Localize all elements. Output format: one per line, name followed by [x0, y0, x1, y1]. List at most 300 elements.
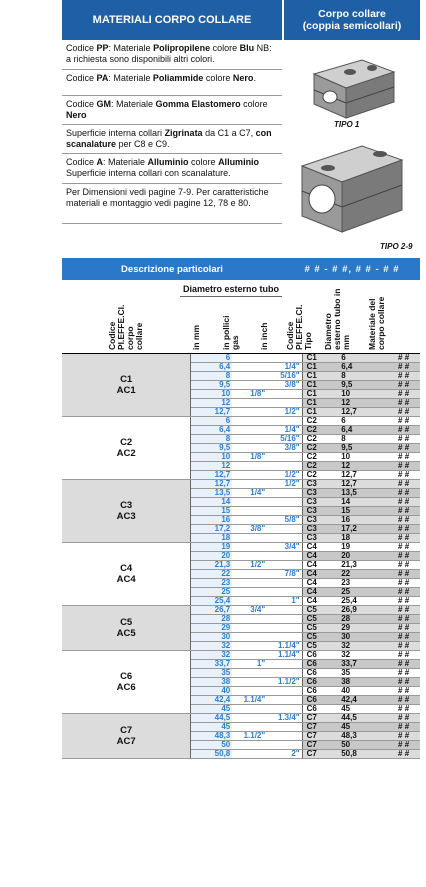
cell-material: # #: [387, 525, 420, 534]
cell-gas: [232, 687, 267, 696]
collar-code-cell: [62, 543, 191, 606]
cell-diameter-mm: 8: [339, 435, 387, 444]
cell-material: # #: [387, 642, 420, 651]
description-emphasis: Alluminio: [218, 157, 260, 167]
cell-diameter-mm: 10: [339, 453, 387, 462]
table-row: [62, 606, 420, 615]
cell-mm: 6: [191, 417, 232, 426]
aluminium-collar-code: AC7: [116, 736, 136, 747]
cell-material: # #: [387, 696, 420, 705]
collar-code-cell: [62, 417, 191, 480]
cell-mm: 23: [191, 579, 232, 588]
material-description: [62, 184, 282, 224]
cell-inch: 1.1/4": [267, 642, 302, 651]
cell-gas: 1.1/4": [232, 696, 267, 705]
collar-group: [62, 480, 420, 543]
cell-tipo: C3: [302, 498, 339, 507]
cell-material: # #: [387, 399, 420, 408]
cell-tipo: C1: [302, 390, 339, 399]
cell-mm: 18: [191, 534, 232, 543]
description-text: colore: [210, 43, 240, 53]
cell-diameter-mm: 12,7: [339, 408, 387, 417]
collar-code: C5: [120, 617, 133, 628]
cell-gas: [232, 750, 267, 759]
cell-tipo: C1: [302, 372, 339, 381]
cell-gas: [232, 579, 267, 588]
materials-header: [62, 0, 282, 40]
cell-diameter-mm: 18: [339, 534, 387, 543]
cell-inch: 1.1/2": [267, 678, 302, 687]
cell-inch: 1/2": [267, 471, 302, 480]
cell-material: # #: [387, 498, 420, 507]
cell-diameter-mm: 15: [339, 507, 387, 516]
cell-gas: [232, 462, 267, 471]
col-head-material: Materiale del corpo collare: [367, 296, 386, 350]
cell-mm: 50: [191, 741, 232, 750]
cell-inch: [267, 660, 302, 669]
cell-material: # #: [387, 363, 420, 372]
table-column-headers: [62, 280, 420, 354]
cell-inch: [267, 588, 302, 597]
cell-gas: [232, 498, 267, 507]
cell-tipo: C4: [302, 588, 339, 597]
cell-mm: 6,4: [191, 363, 232, 372]
collar-code-cell: [62, 606, 191, 651]
cell-gas: [232, 570, 267, 579]
cell-gas: [232, 399, 267, 408]
aluminium-collar-code: AC1: [116, 385, 136, 396]
cell-material: # #: [387, 507, 420, 516]
description-text: Codice: [66, 157, 97, 167]
cell-material: # #: [387, 588, 420, 597]
col-head-mm: in mm: [191, 324, 201, 350]
description-text: .: [253, 73, 256, 83]
description-text: Superficie interna collari: [66, 128, 165, 138]
cell-tipo: C6: [302, 660, 339, 669]
cell-tipo: C6: [302, 696, 339, 705]
cell-gas: [232, 381, 267, 390]
catalog-page: [62, 0, 420, 887]
description-text: colore: [188, 157, 219, 167]
cell-inch: 1/4": [267, 363, 302, 372]
cell-diameter-mm: 30: [339, 633, 387, 642]
cell-inch: [267, 417, 302, 426]
cell-mm: 21,3: [191, 561, 232, 570]
cell-diameter-mm: 25: [339, 588, 387, 597]
table-row: [62, 480, 420, 489]
cell-gas: 3/8": [232, 525, 267, 534]
cell-tipo: C3: [302, 507, 339, 516]
cell-mm: 25: [191, 588, 232, 597]
cell-inch: 3/4": [267, 543, 302, 552]
description-emphasis: Alluminio: [147, 157, 189, 167]
tipo1-picture: [284, 46, 420, 128]
cell-mm: 12,7: [191, 408, 232, 417]
cell-inch: 2": [267, 750, 302, 759]
description-text: Superficie interna collari con scanalature.: [66, 168, 231, 178]
cell-mm: 50,8: [191, 750, 232, 759]
cell-inch: [267, 462, 302, 471]
cell-mm: 42,4: [191, 696, 232, 705]
cell-material: # #: [387, 417, 420, 426]
cell-diameter-mm: 22: [339, 570, 387, 579]
cell-diameter-mm: 20: [339, 552, 387, 561]
cell-mm: 16: [191, 516, 232, 525]
cell-diameter-mm: 35: [339, 669, 387, 678]
cell-inch: [267, 579, 302, 588]
cell-diameter-mm: 12: [339, 399, 387, 408]
cell-tipo: C3: [302, 516, 339, 525]
cell-diameter-mm: 42,4: [339, 696, 387, 705]
cell-gas: [232, 543, 267, 552]
cell-tipo: C3: [302, 480, 339, 489]
cell-gas: [232, 651, 267, 660]
cell-tipo: C2: [302, 444, 339, 453]
cell-inch: [267, 606, 302, 615]
description-emphasis: A: [96, 157, 104, 167]
cell-diameter-mm: 40: [339, 687, 387, 696]
cell-inch: [267, 507, 302, 516]
cell-inch: 1": [267, 597, 302, 606]
cell-diameter-mm: 10: [339, 390, 387, 399]
cell-diameter-mm: 6: [339, 354, 387, 363]
collar-code: C4: [120, 563, 133, 574]
col-head-gas: in pollici gas: [221, 315, 240, 350]
material-description: [62, 154, 282, 184]
cell-gas: [232, 417, 267, 426]
cell-mm: 13,5: [191, 489, 232, 498]
col-head-tipo: Codice PI.EFFE.CI. Tipo: [285, 304, 313, 350]
cell-material: # #: [387, 426, 420, 435]
description-text: per C8 e C9.: [116, 139, 170, 149]
cell-gas: [232, 597, 267, 606]
tipo2-label: TIPO 2-9: [380, 242, 413, 251]
cell-gas: [232, 426, 267, 435]
cell-tipo: C5: [302, 633, 339, 642]
col-head-code: Codice PI.EFFE.CI. corpo collare: [107, 304, 144, 350]
cell-material: # #: [387, 615, 420, 624]
aluminium-collar-code: AC3: [116, 511, 136, 522]
cell-gas: [232, 534, 267, 543]
description-text: Per Dimensioni vedi pagine 7-9. Per caratteristiche materiali e montaggio vedi pagine 12, 78 e 80.: [66, 187, 269, 208]
cell-inch: [267, 624, 302, 633]
description-text: NB: a richiesta sono disponibili altri colori.: [66, 43, 272, 64]
cell-inch: [267, 453, 302, 462]
col-head-diameter-group: Diametro esterno tubo: [180, 284, 282, 297]
cell-gas: [232, 633, 267, 642]
cell-gas: [232, 678, 267, 687]
body-header: [284, 0, 420, 40]
cell-mm: 8: [191, 372, 232, 381]
description-emphasis: GM: [96, 99, 112, 109]
cell-diameter-mm: 50,8: [339, 750, 387, 759]
cell-tipo: C3: [302, 534, 339, 543]
cell-inch: [267, 741, 302, 750]
cell-mm: 14: [191, 498, 232, 507]
cell-tipo: C5: [302, 615, 339, 624]
cell-inch: [267, 732, 302, 741]
cell-mm: 6,4: [191, 426, 232, 435]
description-emphasis: Gomma Elastomero: [155, 99, 241, 109]
cell-mm: 35: [191, 669, 232, 678]
cell-tipo: C5: [302, 642, 339, 651]
cell-diameter-mm: 44,5: [339, 714, 387, 723]
description-text: : Materiale: [111, 99, 156, 109]
cell-inch: [267, 390, 302, 399]
cell-material: # #: [387, 561, 420, 570]
description-text: colore: [240, 99, 268, 109]
collar-group: [62, 714, 420, 759]
cell-tipo: C5: [302, 606, 339, 615]
cell-tipo: C7: [302, 723, 339, 732]
cell-mm: 12: [191, 399, 232, 408]
cell-inch: 1/2": [267, 480, 302, 489]
cell-material: # #: [387, 705, 420, 714]
aluminium-collar-code: AC5: [116, 628, 136, 639]
table-row: [62, 543, 420, 552]
cell-tipo: C2: [302, 435, 339, 444]
table-row: [62, 354, 420, 363]
cell-mm: 33,7: [191, 660, 232, 669]
cell-gas: 1": [232, 660, 267, 669]
cell-material: # #: [387, 444, 420, 453]
material-description: [62, 125, 282, 154]
collar-group: [62, 417, 420, 480]
tipo1-label: TIPO 1: [334, 120, 360, 129]
cell-tipo: C7: [302, 750, 339, 759]
aluminium-collar-code: AC2: [116, 448, 136, 459]
material-description: [62, 40, 282, 70]
cell-gas: [232, 669, 267, 678]
cell-inch: 1/2": [267, 408, 302, 417]
cell-material: # #: [387, 543, 420, 552]
table-row: [62, 417, 420, 426]
cell-inch: [267, 534, 302, 543]
cell-inch: 3/8": [267, 444, 302, 453]
cell-inch: 3/8": [267, 381, 302, 390]
collar-code: C7: [120, 725, 133, 736]
cell-tipo: C4: [302, 543, 339, 552]
cell-gas: [232, 615, 267, 624]
collar-code-cell: [62, 714, 191, 759]
description-text: : Materiale: [103, 157, 148, 167]
particulars-table: [62, 354, 420, 759]
cell-gas: [232, 507, 267, 516]
cell-tipo: C6: [302, 687, 339, 696]
description-emphasis: Nero: [232, 73, 254, 83]
cell-mm: 8: [191, 435, 232, 444]
cell-diameter-mm: 45: [339, 723, 387, 732]
cell-inch: 1.1/4": [267, 651, 302, 660]
description-emphasis: PP: [96, 43, 109, 53]
cell-diameter-mm: 25,4: [339, 597, 387, 606]
cell-material: # #: [387, 570, 420, 579]
description-text: : Materiale: [108, 73, 153, 83]
cell-diameter-mm: 26,9: [339, 606, 387, 615]
cell-material: # #: [387, 516, 420, 525]
cell-material: # #: [387, 579, 420, 588]
cell-mm: 45: [191, 705, 232, 714]
cell-material: # #: [387, 660, 420, 669]
table-row: [62, 714, 420, 723]
cell-tipo: C7: [302, 741, 339, 750]
cell-gas: 3/4": [232, 606, 267, 615]
materials-section: [62, 0, 420, 258]
cell-material: # #: [387, 471, 420, 480]
cell-diameter-mm: 33,7: [339, 660, 387, 669]
cell-tipo: C4: [302, 570, 339, 579]
cell-mm: 45: [191, 723, 232, 732]
cell-gas: 1/8": [232, 390, 267, 399]
cell-diameter-mm: 14: [339, 498, 387, 507]
cell-material: # #: [387, 687, 420, 696]
cell-inch: [267, 525, 302, 534]
cell-diameter-mm: 23: [339, 579, 387, 588]
cell-tipo: C4: [302, 579, 339, 588]
cell-tipo: C1: [302, 354, 339, 363]
cell-inch: [267, 354, 302, 363]
collar-code: C3: [120, 500, 133, 511]
cell-inch: [267, 489, 302, 498]
cell-mm: 25,4: [191, 597, 232, 606]
cell-gas: [232, 705, 267, 714]
description-text: Codice: [66, 73, 97, 83]
cell-mm: 9,5: [191, 444, 232, 453]
cell-tipo: C6: [302, 705, 339, 714]
cell-tipo: C4: [302, 561, 339, 570]
cell-diameter-mm: 6,4: [339, 426, 387, 435]
cell-tipo: C1: [302, 399, 339, 408]
cell-mm: 28: [191, 615, 232, 624]
cell-inch: [267, 696, 302, 705]
cell-diameter-mm: 8: [339, 372, 387, 381]
cell-diameter-mm: 12,7: [339, 480, 387, 489]
cell-tipo: C3: [302, 525, 339, 534]
description-emphasis: Nero: [66, 110, 87, 120]
collar-code-cell: [62, 651, 191, 714]
cell-material: # #: [387, 390, 420, 399]
description-emphasis: Blu: [239, 43, 255, 53]
cell-mm: 12,7: [191, 471, 232, 480]
cell-gas: [232, 714, 267, 723]
body-title-line1: Corpo collare: [318, 8, 386, 20]
cell-inch: [267, 723, 302, 732]
cell-diameter-mm: 12,7: [339, 471, 387, 480]
cell-tipo: C4: [302, 597, 339, 606]
clamp-tipo2-illustration: [284, 136, 420, 244]
cell-inch: [267, 561, 302, 570]
cell-inch: [267, 615, 302, 624]
cell-material: # #: [387, 597, 420, 606]
cell-diameter-mm: 13,5: [339, 489, 387, 498]
cell-tipo: C5: [302, 624, 339, 633]
cell-diameter-mm: 32: [339, 651, 387, 660]
cell-inch: [267, 687, 302, 696]
cell-tipo: C6: [302, 651, 339, 660]
cell-material: # #: [387, 435, 420, 444]
cell-diameter-mm: 19: [339, 543, 387, 552]
col-head-inch: in inch: [259, 322, 269, 350]
cell-gas: [232, 408, 267, 417]
details-band-left: Descrizione particolari: [121, 263, 223, 275]
collar-code-cell: [62, 480, 191, 543]
cell-tipo: C4: [302, 552, 339, 561]
cell-mm: 9,5: [191, 381, 232, 390]
cell-inch: 7/8": [267, 570, 302, 579]
collar-code: C6: [120, 671, 133, 682]
materials-description-list: [62, 40, 282, 224]
cell-tipo: C2: [302, 471, 339, 480]
cell-tipo: C6: [302, 678, 339, 687]
cell-tipo: C6: [302, 669, 339, 678]
description-emphasis: PA: [96, 73, 109, 83]
cell-mm: 30: [191, 633, 232, 642]
description-emphasis: con scanalature: [66, 128, 272, 149]
cell-material: # #: [387, 750, 420, 759]
body-title-line2: (coppia semicollari): [302, 20, 402, 32]
cell-material: # #: [387, 651, 420, 660]
cell-gas: [232, 624, 267, 633]
cell-tipo: C2: [302, 417, 339, 426]
cell-diameter-mm: 32: [339, 642, 387, 651]
cell-tipo: C1: [302, 363, 339, 372]
cell-material: # #: [387, 408, 420, 417]
col-head-diameter-mm: Diametro esterno tubo in mm: [323, 288, 351, 350]
cell-inch: 5/16": [267, 372, 302, 381]
cell-mm: 12: [191, 462, 232, 471]
cell-gas: [232, 354, 267, 363]
cell-mm: 10: [191, 453, 232, 462]
cell-diameter-mm: 17,2: [339, 525, 387, 534]
cell-mm: 6: [191, 354, 232, 363]
cell-mm: 29: [191, 624, 232, 633]
table-row: [62, 651, 420, 660]
cell-material: # #: [387, 669, 420, 678]
clamp-tipo1-illustration: [284, 46, 420, 128]
aluminium-collar-code: AC6: [116, 682, 136, 693]
material-description: [62, 96, 282, 125]
cell-inch: [267, 498, 302, 507]
cell-diameter-mm: 16: [339, 516, 387, 525]
cell-gas: 1/8": [232, 453, 267, 462]
description-text: Codice: [66, 43, 97, 53]
cell-gas: [232, 480, 267, 489]
cell-gas: 1.1/2": [232, 732, 267, 741]
cell-gas: [232, 471, 267, 480]
cell-material: # #: [387, 489, 420, 498]
cell-material: # #: [387, 453, 420, 462]
cell-gas: [232, 741, 267, 750]
cell-material: # #: [387, 462, 420, 471]
cell-tipo: C7: [302, 714, 339, 723]
cell-material: # #: [387, 381, 420, 390]
collar-group: [62, 354, 420, 417]
cell-mm: 12,7: [191, 480, 232, 489]
cell-material: # #: [387, 633, 420, 642]
description-emphasis: Poliammide: [152, 73, 204, 83]
cell-material: # #: [387, 480, 420, 489]
description-text: colore: [203, 73, 233, 83]
cell-material: # #: [387, 624, 420, 633]
cell-diameter-mm: 6,4: [339, 363, 387, 372]
cell-gas: 1/2": [232, 561, 267, 570]
cell-material: # #: [387, 732, 420, 741]
collar-code: C1: [120, 374, 133, 385]
cell-mm: 26,7: [191, 606, 232, 615]
description-text: : Materiale: [108, 43, 154, 53]
tipo2-picture: [284, 136, 420, 254]
cell-gas: 1/4": [232, 489, 267, 498]
